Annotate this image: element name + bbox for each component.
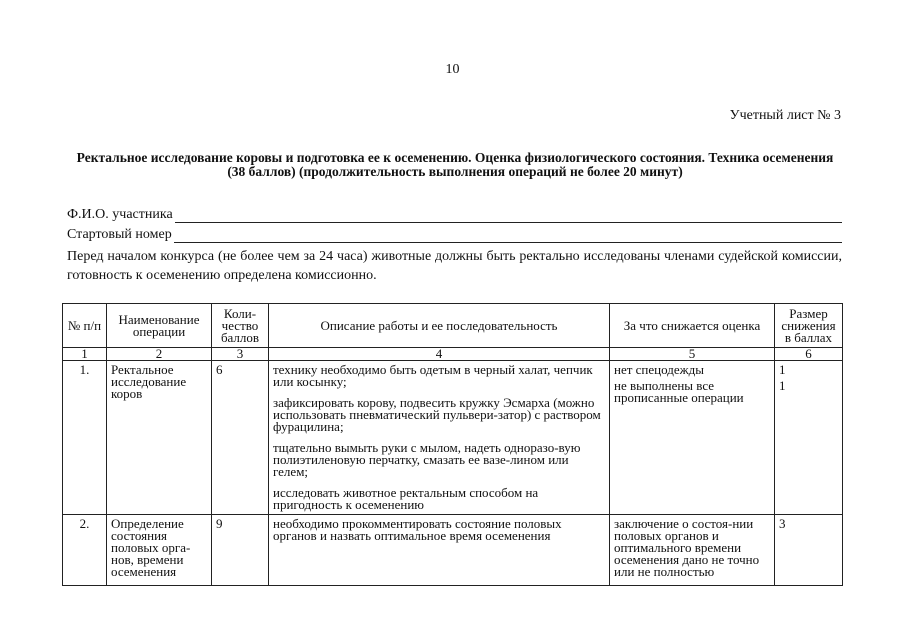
- penalty-item: не выполнены все прописанные операции: [614, 378, 744, 405]
- header-penalty: За что снижается оценка: [610, 304, 775, 348]
- header-description: Описание работы и ее последовательность: [269, 304, 610, 348]
- row-num: 1.: [63, 361, 107, 515]
- header-reduction: Размер снижения в баллах: [775, 304, 843, 348]
- table-row: [63, 361, 843, 515]
- participant-line[interactable]: [175, 209, 842, 223]
- description-item: тщательно вымыть руки с мылом, надеть одноразо-вую полиэтиленовую перчатку, смазать ее вазе-лином или гелем;: [273, 440, 581, 479]
- description-item: зафиксировать корову, подвесить кружку Эсмарха (можно использовать пневматический пульвери-затор) с раствором фурацилина;: [273, 395, 601, 434]
- description-item: исследовать животное ректальным способом на пригодность к осеменению: [273, 485, 539, 512]
- document-title: Ректальное исследование коровы и подготовка ее к осеменению. Оценка физиологического состояния. Техника осеменения (38 баллов) (продолжительность выполнения операций не более 20 минут): [76, 150, 834, 179]
- row-points: 6: [212, 361, 269, 515]
- row-reductions: [775, 515, 843, 586]
- instructions-note: Перед началом конкурса (не более чем за 24 часа) животные должны быть ректально исследованы членами судейской комиссии, готовность к осеменению определена комиссионно.: [67, 249, 842, 283]
- row-num: 2.: [63, 515, 107, 586]
- row-description: [269, 361, 610, 515]
- column-numbers-row: [63, 348, 843, 361]
- description-item: необходимо прокомментировать состояние половых органов и назвать оптимальное время осеменения: [273, 516, 562, 543]
- row-penalties: [610, 515, 775, 586]
- reduction-item: 1: [779, 378, 786, 393]
- participant-field: [67, 207, 842, 223]
- column-number: 2: [107, 348, 212, 361]
- penalty-item: нет спецодежды: [614, 362, 704, 377]
- header-points: Коли-чество баллов: [212, 304, 269, 348]
- start-number-field: [67, 227, 842, 243]
- column-number: 3: [212, 348, 269, 361]
- column-number: 5: [610, 348, 775, 361]
- reduction-item: 3: [779, 516, 786, 531]
- header-num: № п/п: [63, 304, 107, 348]
- row-penalties: [610, 361, 775, 515]
- reduction-item: 1: [779, 362, 786, 377]
- row-points: 9: [212, 515, 269, 586]
- participant-label: Ф.И.О. участника: [67, 207, 173, 222]
- row-description: [269, 515, 610, 586]
- sheet-label: Учетный лист № 3: [729, 108, 841, 123]
- start-number-label: Стартовый номер: [67, 227, 172, 242]
- row-name: Определение состояния половых орга-нов, времени осеменения: [107, 515, 212, 586]
- table-row: [63, 515, 843, 586]
- penalty-item: заключение о состоя-нии половых органов и оптимального времени осеменения дано не точно или не полностью: [614, 516, 760, 579]
- operations-table: [62, 303, 843, 586]
- description-item: технику необходимо быть одетым в черный халат, чепчик или косынку;: [273, 362, 593, 389]
- header-name: Наименование операции: [107, 304, 212, 348]
- column-number: 6: [775, 348, 843, 361]
- page-number: 10: [445, 62, 460, 77]
- column-number: 4: [269, 348, 610, 361]
- start-number-line[interactable]: [174, 229, 842, 243]
- row-name: Ректальное исследование коров: [107, 361, 212, 515]
- row-reductions: [775, 361, 843, 515]
- column-number: 1: [63, 348, 107, 361]
